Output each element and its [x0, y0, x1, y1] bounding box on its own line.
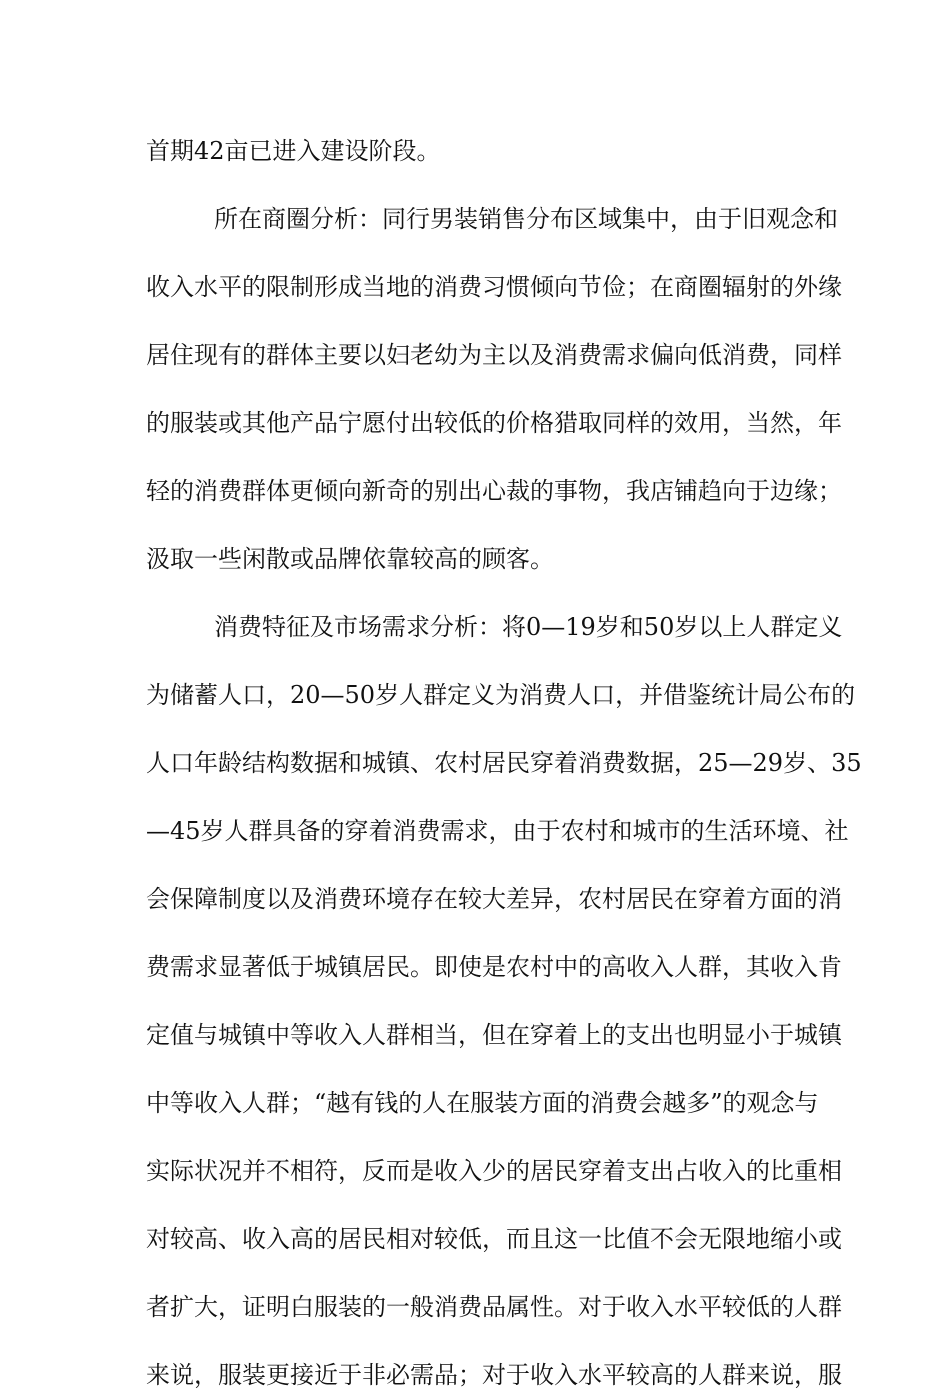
paragraph-consumption-line-8: 中等收入人群；“越有钱的人在服装方面的消费会越多”的观念与 — [146, 1089, 819, 1117]
paragraph-commercial-area-line-4: 的服装或其他产品宁愿付出较低的价格猎取同样的效用，当然，年 — [146, 409, 842, 437]
paragraph-commercial-area-line-1: 所在商圈分析：同行男装销售分布区域集中，由于旧观念和 — [214, 205, 838, 233]
paragraph-consumption-line-1: 消费特征及市场需求分析：将0—19岁和50岁以上人群定义 — [214, 613, 843, 641]
paragraph-consumption-line-9: 实际状况并不相符，反而是收入少的居民穿着支出占收入的比重相 — [146, 1157, 842, 1185]
paragraph-consumption-line-11: 者扩大，证明白服装的一般消费品属性。对于收入水平较低的人群 — [146, 1293, 842, 1321]
paragraph-consumption-line-10: 对较高、收入高的居民相对较低，而且这一比值不会无限地缩小或 — [146, 1225, 842, 1253]
paragraph-commercial-area-line-5: 轻的消费群体更倾向新奇的别出心裁的事物，我店铺趋向于边缘； — [146, 477, 842, 505]
paragraph-consumption-line-3: 人口年龄结构数据和城镇、农村居民穿着消费数据，25—29岁、35 — [146, 749, 862, 777]
paragraph-commercial-area-line-3: 居住现有的群体主要以妇老幼为主以及消费需求偏向低消费，同样 — [146, 341, 842, 369]
text-line-1: 首期42亩已进入建设阶段。 — [146, 137, 441, 165]
paragraph-consumption-line-5: 会保障制度以及消费环境存在较大差异，农村居民在穿着方面的消 — [146, 885, 842, 913]
paragraph-commercial-area-line-6: 汲取一些闲散或品牌依靠较高的顾客。 — [146, 545, 554, 573]
paragraph-consumption-line-4: —45岁人群具备的穿着消费需求，由于农村和城市的生活环境、社 — [146, 817, 849, 845]
paragraph-consumption-line-7: 定值与城镇中等收入人群相当，但在穿着上的支出也明显小于城镇 — [146, 1021, 842, 1049]
paragraph-consumption-line-6: 费需求显著低于城镇居民。即使是农村中的高收入人群，其收入肯 — [146, 953, 842, 981]
paragraph-commercial-area-line-2: 收入水平的限制形成当地的消费习惯倾向节俭；在商圈辐射的外缘 — [146, 273, 842, 301]
paragraph-consumption-line-2: 为储蓄人口，20—50岁人群定义为消费人口，并借鉴统计局公布的 — [146, 681, 856, 709]
paragraph-consumption-line-12: 来说，服装更接近于非必需品；对于收入水平较高的人群来说，服 — [146, 1361, 842, 1389]
